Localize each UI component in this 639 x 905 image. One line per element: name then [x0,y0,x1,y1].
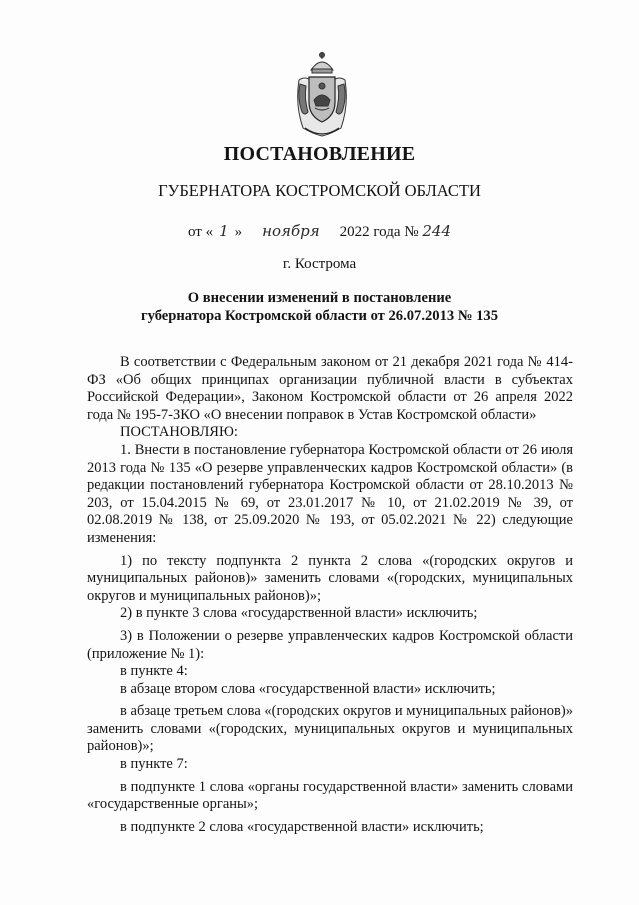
body-paragraph: 2) в пункте 3 слова «государственной власти» исключить; [120,605,478,622]
date-middle: » [234,224,243,240]
subject-heading [0,289,639,325]
body-paragraph: в подпункте 2 слова «государственной власти» исключить; [120,818,484,835]
date-year: 2022 года № [339,224,419,240]
date-number-line [0,222,639,241]
coat-of-arms-icon [293,50,351,138]
body-paragraph: 1. Внести в постановление губернатора Костромской области от 26 июля 2013 года № 135 «О резерве управленческих кадров Костромской области» (в редакции постановлений губернатора Костромской области от 28.10.2013 № 203, от 15.04.2015 № 69, от 23.01.2017 № 10, от 21.02.2019 № 39, от 02.08.2019 № 138, от 25.09.2020 № 193, от 05.02.2021 № 22) следующие изменения: [87,441,573,546]
city-line: г. Кострома [282,256,357,272]
body-paragraph: ПОСТАНОВЛЯЮ: [120,424,238,441]
body-paragraph: в пункте 4: [120,663,188,680]
date-month: ноября [262,222,320,240]
body-paragraph: в абзаце третьем слова «(городских округов и муниципальных районов)» заменить словами «(городских, муниципальных округов и муниципальных районов)»; [87,703,573,755]
document-number: 244 [422,222,451,240]
body-paragraph: 3) в Положении о резерве управленческих кадров Костромской области (приложение № 1): [87,627,573,662]
date-day: 1 [219,222,229,240]
body-paragraph: В соответствии с Федеральным законом от 21 декабря 2021 года № 414-ФЗ «Об общих принципах организации публичной власти в субъектах Российской Федерации», Законом Костромской области от 26 апреля 2022 года № 195-7-ЗКО «О внесении поправок в Устав Костромской области» [87,354,573,423]
body-paragraph: 1) по тексту подпункта 2 пункта 2 слова «(городских округов и муниципальных районов)» заменить словами «(городских, муниципальных округов и муниципальных районов)»; [87,552,573,604]
body-text [87,354,573,836]
subject-line-2: губернатора Костромской области от 26.07.2013 № 135 [140,308,499,324]
body-paragraph: в абзаце втором слова «государственной власти» исключить; [120,680,496,697]
document-type-heading: ПОСТАНОВЛЕНИЕ [223,143,416,165]
body-paragraph: в пункте 7: [120,756,188,773]
date-prefix: от « [188,224,214,240]
body-paragraph: в подпункте 1 слова «органы государственной власти» заменить словами «государственные органы»; [87,778,573,813]
issuer-heading: ГУБЕРНАТОРА КОСТРОМСКОЙ ОБЛАСТИ [158,181,481,200]
subject-line-1: О внесении изменений в постановление [187,290,452,306]
